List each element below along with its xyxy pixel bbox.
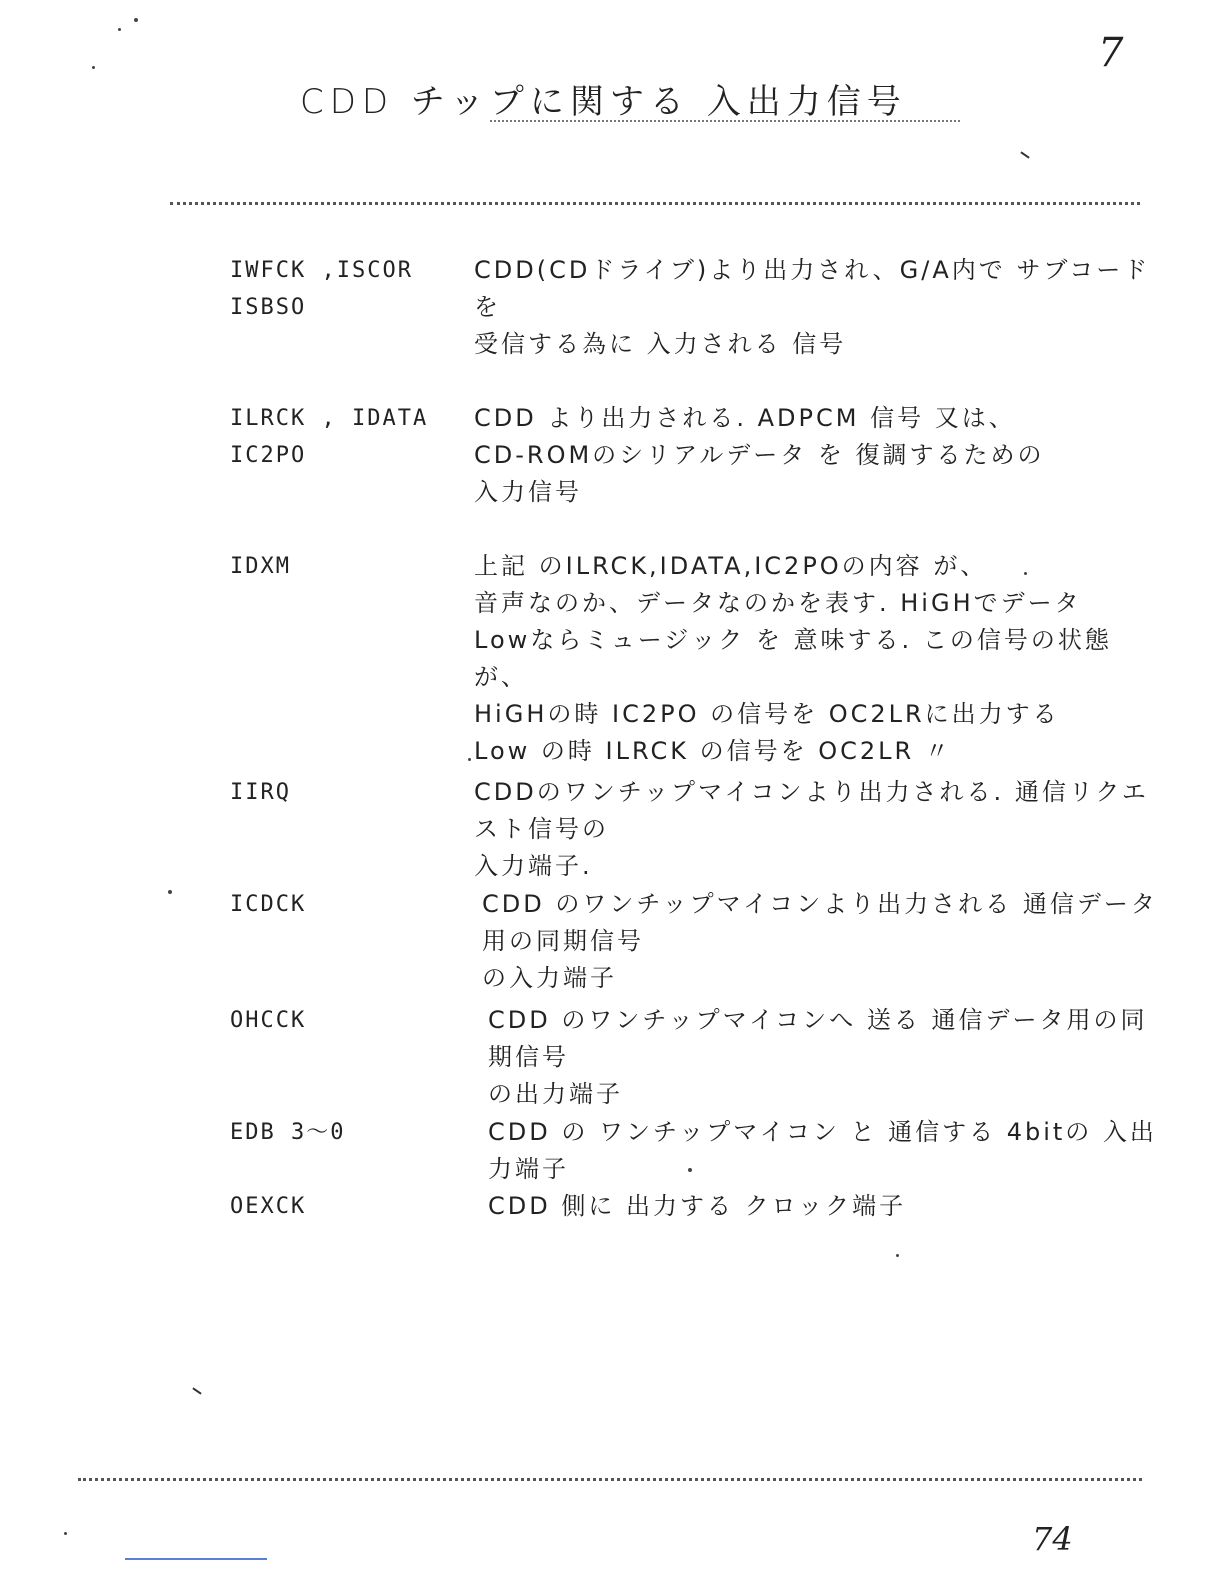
signal-description: CDD のワンチップマイコンより出力される 通信データ用の同期信号 の入力端子 xyxy=(482,890,1158,992)
scan-speck xyxy=(688,1168,692,1172)
blue-margin-line xyxy=(125,1558,267,1560)
bottom-dotted-rule xyxy=(78,1478,1142,1481)
signal-name: IWFCK ,ISCOR ISBSO xyxy=(230,258,413,320)
signal-description: CDD の ワンチップマイコン と 通信する 4bitの 入出力端子 xyxy=(488,1118,1157,1183)
corner-number: 7 xyxy=(1098,30,1124,76)
page-number: 74 xyxy=(1032,1520,1073,1558)
scan-speck xyxy=(1024,572,1027,575)
signal-description: CDD(CDドライブ)より出力され、G/A内で サブコードを 受信する為に 入力される 信号 xyxy=(474,256,1151,358)
signal-description: 上記 のILRCK,IDATA,IC2POの内容 が、 音声なのか、データなのかを表す. HiGHでデータ Lowならミュージック を 意味する. この信号の状態が、 HiGHの時 IC2PO の信号を OC2LRに出力する Low の時 ILRCK の信号を OC2LR 〃 xyxy=(474,552,1112,765)
scan-speck xyxy=(468,758,471,761)
signal-name: IIRQ xyxy=(230,780,291,805)
scan-speck xyxy=(64,1532,67,1535)
signal-name: ICDCK xyxy=(230,892,307,917)
scan-speck xyxy=(896,1254,899,1257)
scan-mark xyxy=(1020,151,1029,158)
signal-name: EDB 3〜0 xyxy=(230,1120,346,1145)
signal-description: CDD 側に 出力する クロック端子 xyxy=(488,1192,907,1220)
signal-name: ILRCK , IDATA IC2PO xyxy=(230,406,429,468)
signal-name: OEXCK xyxy=(230,1194,307,1219)
signal-name: OHCCK xyxy=(230,1008,307,1033)
title-underline xyxy=(490,120,960,122)
signal-description: CDD より出力される. ADPCM 信号 又は、 CD-ROMのシリアルデータ を 復調するための 入力信号 xyxy=(474,404,1045,506)
scan-speck xyxy=(92,66,95,69)
top-dotted-rule xyxy=(170,202,1140,205)
page-title: CDD チップに関する 入出力信号 xyxy=(300,82,907,122)
signal-description: CDDのワンチップマイコンより出力される. 通信リクエスト信号の 入力端子. xyxy=(474,778,1149,880)
scan-mark xyxy=(192,1387,201,1394)
scan-speck xyxy=(118,28,121,31)
signal-description: CDD のワンチップマイコンへ 送る 通信データ用の同期信号 の出力端子 xyxy=(488,1006,1148,1108)
scan-speck xyxy=(168,890,172,894)
signal-name: IDXM xyxy=(230,554,291,579)
scan-speck xyxy=(134,18,138,22)
